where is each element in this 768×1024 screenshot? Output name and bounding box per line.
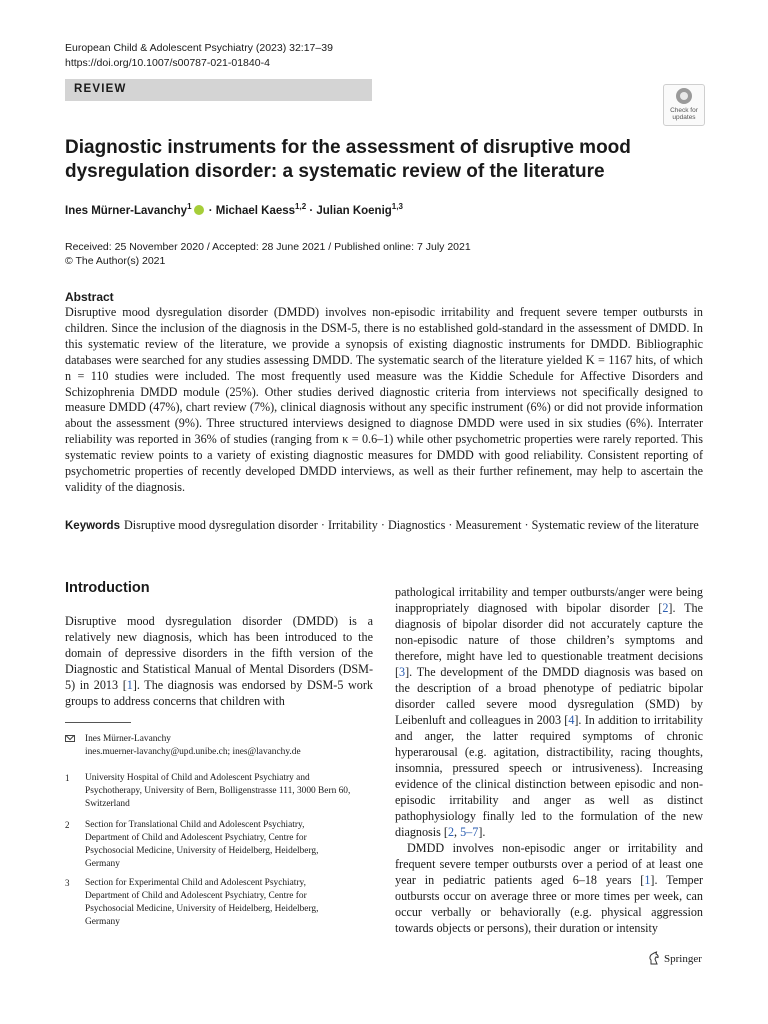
affiliation-text: Section for Experimental Child and Adolescent Psychiatry, Department of Child and Adolescent Psychiatry, Centre for Psychosocial Medicine, University of Heidelberg, Heidelberg, Germany bbox=[85, 878, 319, 927]
check-for-updates-icon bbox=[663, 84, 705, 126]
intro-paragraph bbox=[395, 840, 703, 936]
article-title: Diagnostic instruments for the assessment of disruptive mood dysregulation disorder: a systematic review of the literature bbox=[65, 137, 631, 182]
body-text: ]. The development of the DMDD diagnosis was based on the description of a broad phenotype of pediatric bipolar disorder called severe mood dysregulation (SMD) by Leibenluft and colleagues in 2003 [ bbox=[395, 665, 703, 727]
body-text: pathological irritability and temper outbursts/anger were being inappropriately diagnosed with bipolar disorder [ bbox=[395, 585, 703, 615]
author-name: Michael Kaess bbox=[215, 204, 296, 217]
corresponding-email[interactable]: ines.muerner-lavanchy@upd.unibe.ch; ines@lavanchy.de bbox=[85, 747, 301, 757]
orcid-icon[interactable] bbox=[194, 205, 204, 215]
citation-link[interactable]: 4 bbox=[568, 713, 575, 727]
intro-paragraph bbox=[395, 584, 703, 840]
body-text: ]. In addition to irritability and anger, the latter required symptoms of chronic hyperarousal (e.g. agitation, distractibility, racing thoughts, insomnia, pressured speech or intrusiveness). Increasing evidence of the clinical distinction between episodic and non-episodic irritability and anger as well as distinct pathophysiology finally led to the formulation of the new diagnosis [ bbox=[395, 713, 704, 839]
body-text: ]. bbox=[478, 825, 486, 839]
author-affiliation-mark: 1,3 bbox=[391, 202, 403, 211]
affiliation-mark: 1 bbox=[65, 773, 70, 783]
citation-link[interactable]: 1 bbox=[644, 873, 651, 887]
publisher-mark bbox=[648, 951, 702, 965]
citation-link[interactable]: 2 bbox=[662, 601, 669, 615]
author-name: Ines Mürner-Lavanchy bbox=[65, 204, 188, 217]
check-label-line2: updates bbox=[672, 114, 696, 121]
body-text: Disruptive mood dysregulation disorder (DMDD) is a relatively new diagnosis, which has been introduced to the domain of depressive disorders in the fifth version of the Diagnostic and Statistical Manual of Mental Disorders (DSM-5) in 2013 [ bbox=[65, 614, 373, 692]
corresponding-name: Ines Mürner-Lavanchy bbox=[85, 734, 171, 744]
check-for-updates-badge[interactable] bbox=[663, 84, 703, 126]
body-text: ]. Temper outbursts occur on average three or more times per week, can occur verbally or behaviorally (e.g. physical aggression towards objects or persons), their duration or intensity bbox=[395, 873, 704, 935]
author-affiliation-mark: 1 bbox=[187, 202, 192, 211]
check-label-line1: Check for bbox=[670, 107, 698, 114]
introduction-heading: Introduction bbox=[65, 580, 150, 596]
affiliation-mark: 2 bbox=[65, 820, 70, 830]
envelope-icon bbox=[65, 735, 75, 742]
springer-knight-icon bbox=[648, 951, 660, 965]
journal-citation: European Child & Adolescent Psychiatry (2023) 32:17–39 bbox=[65, 42, 333, 54]
article-type-band bbox=[65, 79, 372, 101]
abstract-heading: Abstract bbox=[65, 290, 114, 304]
affiliation-mark: 3 bbox=[65, 878, 70, 888]
history-dates: Received: 25 November 2020 / Accepted: 28 June 2021 / Published online: 7 July 2021 bbox=[65, 241, 471, 253]
bookmark-circle-icon bbox=[676, 88, 692, 104]
author-separator: · bbox=[205, 204, 216, 217]
intro-right-column bbox=[395, 584, 703, 936]
abstract-text: Disruptive mood dysregulation disorder (DMDD) involves non-episodic irritability and frequent severe temper outbursts in children. Since the inclusion of the diagnosis in the DSM-5, there is no established gold-standard in the assessment of DMDD. In this systematic review of the literature, we provide a synopsis of existing diagnostic instruments for DMDD. Bibliographic databases were searched for any studies assessing DMDD. The systematic search of the literature yielded K = 1167 hits, of which n = 110 studies were included. The most frequently used measure was the Kiddie Schedule for Affective Disorders and Schizophrenia DMDD module (25%). Other studies derived diagnostic criteria from interviews not specifically designed to measure DMDD (47%), chart review (7%), clinical diagnosis without any specific instrument (6%) or did not provide information about the assessment (9%). Three structured interviews designed to diagnose DMDD were used in six studies (6%). Interrater reliability was reported in 36% of studies (ranging from κ = 0.6–1) while other psychometric properties were rarely reported. This systematic review points to a variety of existing diagnostic measures for DMDD with good reliability. Consistent reporting of psychometric properties of recently developed DMDD interviews, as well as their further refinement, may help to ascertain the validity of the diagnosis. bbox=[65, 305, 703, 494]
footnote-divider bbox=[65, 722, 131, 723]
publication-history bbox=[65, 240, 471, 268]
copyright-line: © The Author(s) 2021 bbox=[65, 255, 166, 267]
citation-link[interactable]: 5–7 bbox=[460, 825, 479, 839]
affiliation-text: Section for Translational Child and Adolescent Psychiatry, Department of Child and Adolescent Psychiatry, Centre for Psychosocial Medicine, University of Heidelberg, Heidelberg, Germany bbox=[85, 820, 319, 869]
citation-link[interactable]: 3 bbox=[399, 665, 406, 679]
keywords-label: Keywords bbox=[65, 520, 120, 532]
affiliation-text: University Hospital of Child and Adolescent Psychiatry and Psychotherapy, University of Bern, Bolligenstrasse 111, 3000 Bern 60, Switzerland bbox=[85, 773, 351, 809]
intro-left-column bbox=[65, 613, 373, 709]
body-text: , bbox=[454, 825, 461, 839]
body-text: ]. The diagnosis of bipolar disorder did not accurately capture the non-episodic nature of those children’s symptoms and therefore, might have led to questionable treatment decisions [ bbox=[395, 601, 703, 679]
citation-link[interactable]: 2 bbox=[447, 825, 455, 839]
article-type-label: REVIEW bbox=[74, 83, 127, 95]
keywords-block bbox=[65, 517, 703, 534]
author-list bbox=[65, 202, 403, 217]
publisher-name: Springer bbox=[664, 953, 702, 965]
citation-link[interactable]: 1 bbox=[126, 678, 133, 692]
author-separator: · bbox=[306, 204, 317, 217]
affiliation-footnote bbox=[65, 877, 365, 929]
corresponding-author-footnote bbox=[65, 733, 365, 759]
body-text: DMDD involves non-episodic anger or irritability and frequent severe temper outbursts over a period of at least one year in pediatric patients aged 6–18 years [ bbox=[395, 841, 703, 887]
journal-header bbox=[65, 41, 333, 71]
author-affiliation-mark: 1,2 bbox=[295, 202, 307, 211]
doi-link[interactable]: https://doi.org/10.1007/s00787-021-01840-4 bbox=[65, 57, 270, 69]
keywords-text: Disruptive mood dysregulation disorder · Irritability · Diagnostics · Measurement · Systematic review of the literature bbox=[123, 518, 699, 532]
affiliation-footnote bbox=[65, 772, 365, 811]
author-name: Julian Koenig bbox=[316, 204, 392, 217]
affiliation-footnote bbox=[65, 819, 365, 871]
body-text: ]. The diagnosis was endorsed by DSM-5 work groups to address concerns that children with bbox=[65, 678, 373, 708]
